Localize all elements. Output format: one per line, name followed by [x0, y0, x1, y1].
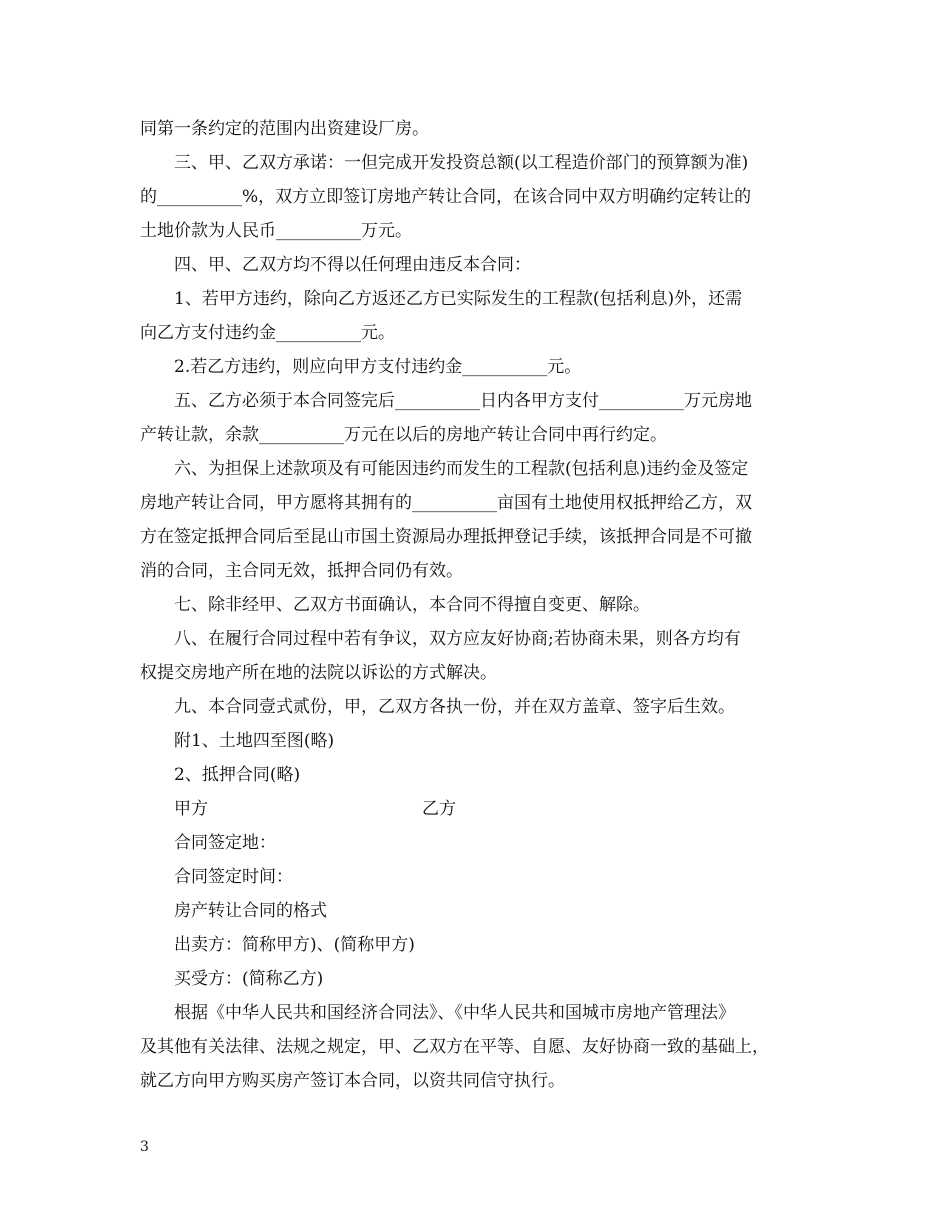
paragraph-line: 四、甲、乙双方均不得以任何理由违反本合同： — [174, 255, 531, 275]
paragraph-line: 八、在履行合同过程中若有争议，双方应友好协商;若协商未果，则各方均有 — [174, 629, 741, 649]
signature-party-b: 乙方 — [422, 799, 456, 819]
paragraph-line: 土地价款为人民币__________万元。 — [140, 221, 412, 241]
signature-party-a: 甲方 — [174, 799, 208, 819]
paragraph-line: 同第一条约定的范围内出资建设厂房。 — [140, 119, 429, 139]
paragraph-line: 1、若甲方违约，除向乙方返还乙方已实际发生的工程款(包括利息)外，还需 — [174, 289, 743, 309]
paragraph-line: 就乙方向甲方购买房产签订本合同，以资共同信守执行。 — [140, 1071, 565, 1091]
paragraph-line: 五、乙方必须于本合同签完后__________日内各甲方支付__________万元房地 — [174, 391, 752, 411]
paragraph-line: 的__________%，双方立即签订房地产转让合同，在该合同中双方明确约定转让的 — [140, 187, 752, 207]
paragraph-line: 合同签定地： — [174, 833, 276, 853]
paragraph-line: 2、抵押合同(略) — [174, 765, 301, 785]
paragraph-line: 产转让款，余款__________万元在以后的房地产转让合同中再行约定。 — [140, 425, 667, 445]
paragraph-line: 买受方：(简称乙方) — [174, 969, 324, 989]
paragraph-line: 附1、土地四至图(略) — [174, 731, 335, 751]
page-number: 3 — [140, 1139, 149, 1155]
paragraph-line: 六、为担保上述款项及有可能因违约而发生的工程款(包括利息)违约金及签定 — [174, 459, 749, 479]
paragraph-line: 出卖方：简称甲方)、(简称甲方) — [174, 935, 415, 955]
paragraph-line: 三、甲、乙双方承诺：一但完成开发投资总额(以工程造价部门的预算额为准) — [174, 153, 749, 173]
paragraph-line: 九、本合同壹式贰份，甲，乙双方各执一份，并在双方盖章、签字后生效。 — [174, 697, 735, 717]
paragraph-line: 根据《中华人民共和国经济合同法》、《中华人民共和国城市房地产管理法》 — [174, 1003, 735, 1023]
paragraph-line: 2.若乙方违约，则应向甲方支付违约金__________元。 — [174, 357, 582, 377]
signature-row — [140, 792, 820, 826]
paragraph-line: 权提交房地产所在地的法院以诉讼的方式解决。 — [140, 663, 497, 683]
paragraph-line: 合同签定时间： — [174, 867, 293, 887]
paragraph-line: 房地产转让合同，甲方愿将其拥有的__________亩国有土地使用权抵押给乙方，双 — [140, 493, 752, 513]
paragraph-line: 向乙方支付违约金__________元。 — [140, 323, 395, 343]
paragraph-line: 方在签定抵押合同后至昆山市国土资源局办理抵押登记手续，该抵押合同是不可撤 — [140, 527, 752, 547]
paragraph-line: 七、除非经甲、乙双方书面确认，本合同不得擅自变更、解除。 — [174, 595, 650, 615]
paragraph-line: 及其他有关法律、法规之规定，甲、乙双方在平等、自愿、友好协商一致的基础上， — [140, 1037, 769, 1057]
paragraph-line: 消的合同，主合同无效，抵押合同仍有效。 — [140, 561, 463, 581]
document-body — [140, 112, 820, 1098]
section-title: 房产转让合同的格式 — [174, 901, 327, 921]
